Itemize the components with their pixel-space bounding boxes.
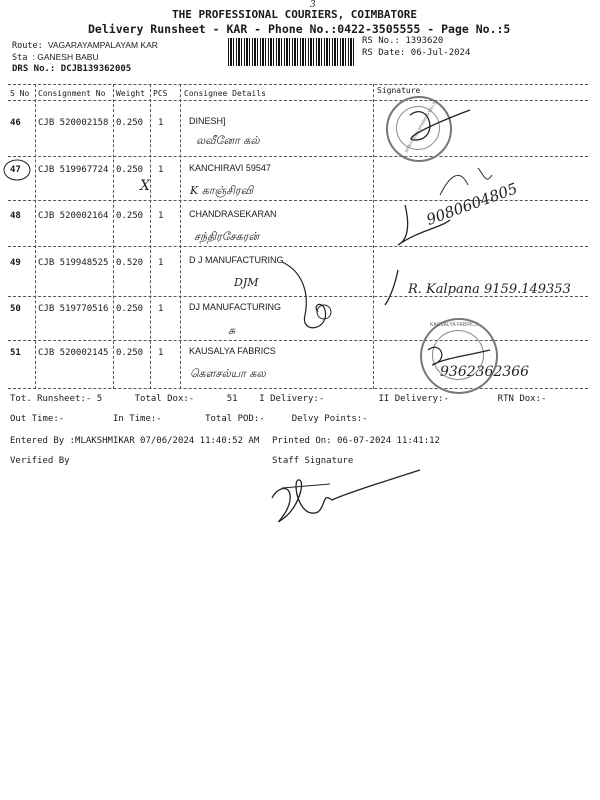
row-weight: 0.250 <box>116 165 144 175</box>
row-handwritten: K காஞ்சிரவி <box>190 184 254 197</box>
company-title: THE PROFESSIONAL COURIERS, COIMBATORE <box>172 8 418 21</box>
check-mark: X <box>140 178 150 194</box>
rs-no-label: RS No.: <box>362 36 400 46</box>
signature-phone: 9080604805 <box>424 179 520 229</box>
rs-no-value: 1393620 <box>405 36 444 46</box>
totals-line-2: Out Time:- In Time:- Total POD:- Delvy Points:- <box>10 414 368 424</box>
row-consignment: CJB 519967724 <box>38 165 109 175</box>
col-header-sno: S No <box>10 89 30 98</box>
printed-on: Printed On: 06-07-2024 11:41:12 <box>272 436 440 446</box>
row-weight: 0.250 <box>116 118 144 128</box>
drs-value: DCJB139362005 <box>60 64 132 74</box>
row-handwritten: லவீனோ கல் <box>196 134 260 147</box>
row-consignment: CJB 520002145 <box>38 348 109 358</box>
row-consignee: DJ MANUFACTURING <box>189 302 281 312</box>
rs-date-value: 06-Jul-2024 <box>410 48 471 58</box>
row-consignee: KANCHIRAVI 59547 <box>189 163 271 173</box>
row-sno: 47 <box>10 165 21 175</box>
verified-by: Verified By <box>10 456 70 466</box>
row-pcs: 1 <box>158 258 164 268</box>
row-pcs: 1 <box>158 165 164 175</box>
col-header-signature: Signature <box>377 86 421 95</box>
row-pcs: 1 <box>158 211 164 221</box>
row-weight: 0.520 <box>116 258 144 268</box>
row-handwritten: சு <box>228 324 236 337</box>
row-sno: 51 <box>10 348 21 358</box>
row-handwritten: சந்திரசேகரன் <box>194 230 260 243</box>
row-consignee: DINESH] <box>189 116 226 126</box>
route-value: VAGARAYAMPALAYAM KAR <box>47 40 158 50</box>
stamp-text: KAUSALYA FABRICS <box>430 322 479 328</box>
row-consignment: CJB 519948525 <box>38 258 109 268</box>
col-header-consignment: Consignment No <box>38 89 106 98</box>
row-consignment: CJB 519770516 <box>38 304 109 314</box>
row-pcs: 1 <box>158 118 164 128</box>
row-weight: 0.250 <box>116 211 144 221</box>
staff-value: : GANESH BABU <box>32 52 99 62</box>
signature-name-phone: R. Kalpana 9159.149353 <box>408 282 571 297</box>
row-sno: 50 <box>10 304 21 314</box>
drs-label: DRS No.: <box>12 64 56 74</box>
row-consignee: D J MANUFACTURING <box>189 255 284 265</box>
runsheet-subtitle: Delivery Runsheet - KAR - Phone No.:0422-3505555 - Page No.:5 <box>88 22 511 36</box>
stamp-text: SPIRIT TECH SPINNING MILLS <box>403 100 437 154</box>
row-consignment: CJB 520002164 <box>38 211 109 221</box>
row-consignee: CHANDRASEKARAN <box>189 209 277 219</box>
row-handwritten: DJM <box>234 276 259 289</box>
row-weight: 0.250 <box>116 304 144 314</box>
row-sno: 46 <box>10 118 21 128</box>
col-header-pcs: PCS <box>153 89 168 98</box>
col-header-weight: Weight <box>116 89 145 98</box>
route-label: Route: <box>12 41 43 51</box>
row-sno: 48 <box>10 211 21 221</box>
row-sno: 49 <box>10 258 21 268</box>
totals-line-1: Tot. Runsheet:- 5 Total Dox:- 51 I Delivery:- II Delivery:- RTN Dox:- <box>10 394 547 404</box>
row-handwritten: கௌசல்யா கல <box>190 367 266 380</box>
signature-phone: 9362362366 <box>440 364 530 380</box>
row-consignment: CJB 520002158 <box>38 118 109 128</box>
page-handwritten-mark: 3 <box>310 0 316 10</box>
row-consignee: KAUSALYA FABRICS <box>189 346 276 356</box>
staff-signature-label: Staff Signature <box>272 456 354 466</box>
rs-date-label: RS Date: <box>362 48 406 58</box>
staff-label: Sta <box>12 53 28 63</box>
row-pcs: 1 <box>158 304 164 314</box>
row-pcs: 1 <box>158 348 164 358</box>
col-header-consignee: Consignee Details <box>184 89 266 98</box>
row-weight: 0.250 <box>116 348 144 358</box>
entered-by: Entered By :MLAKSHMIKAR 07/06/2024 11:40:52 AM <box>10 436 260 446</box>
